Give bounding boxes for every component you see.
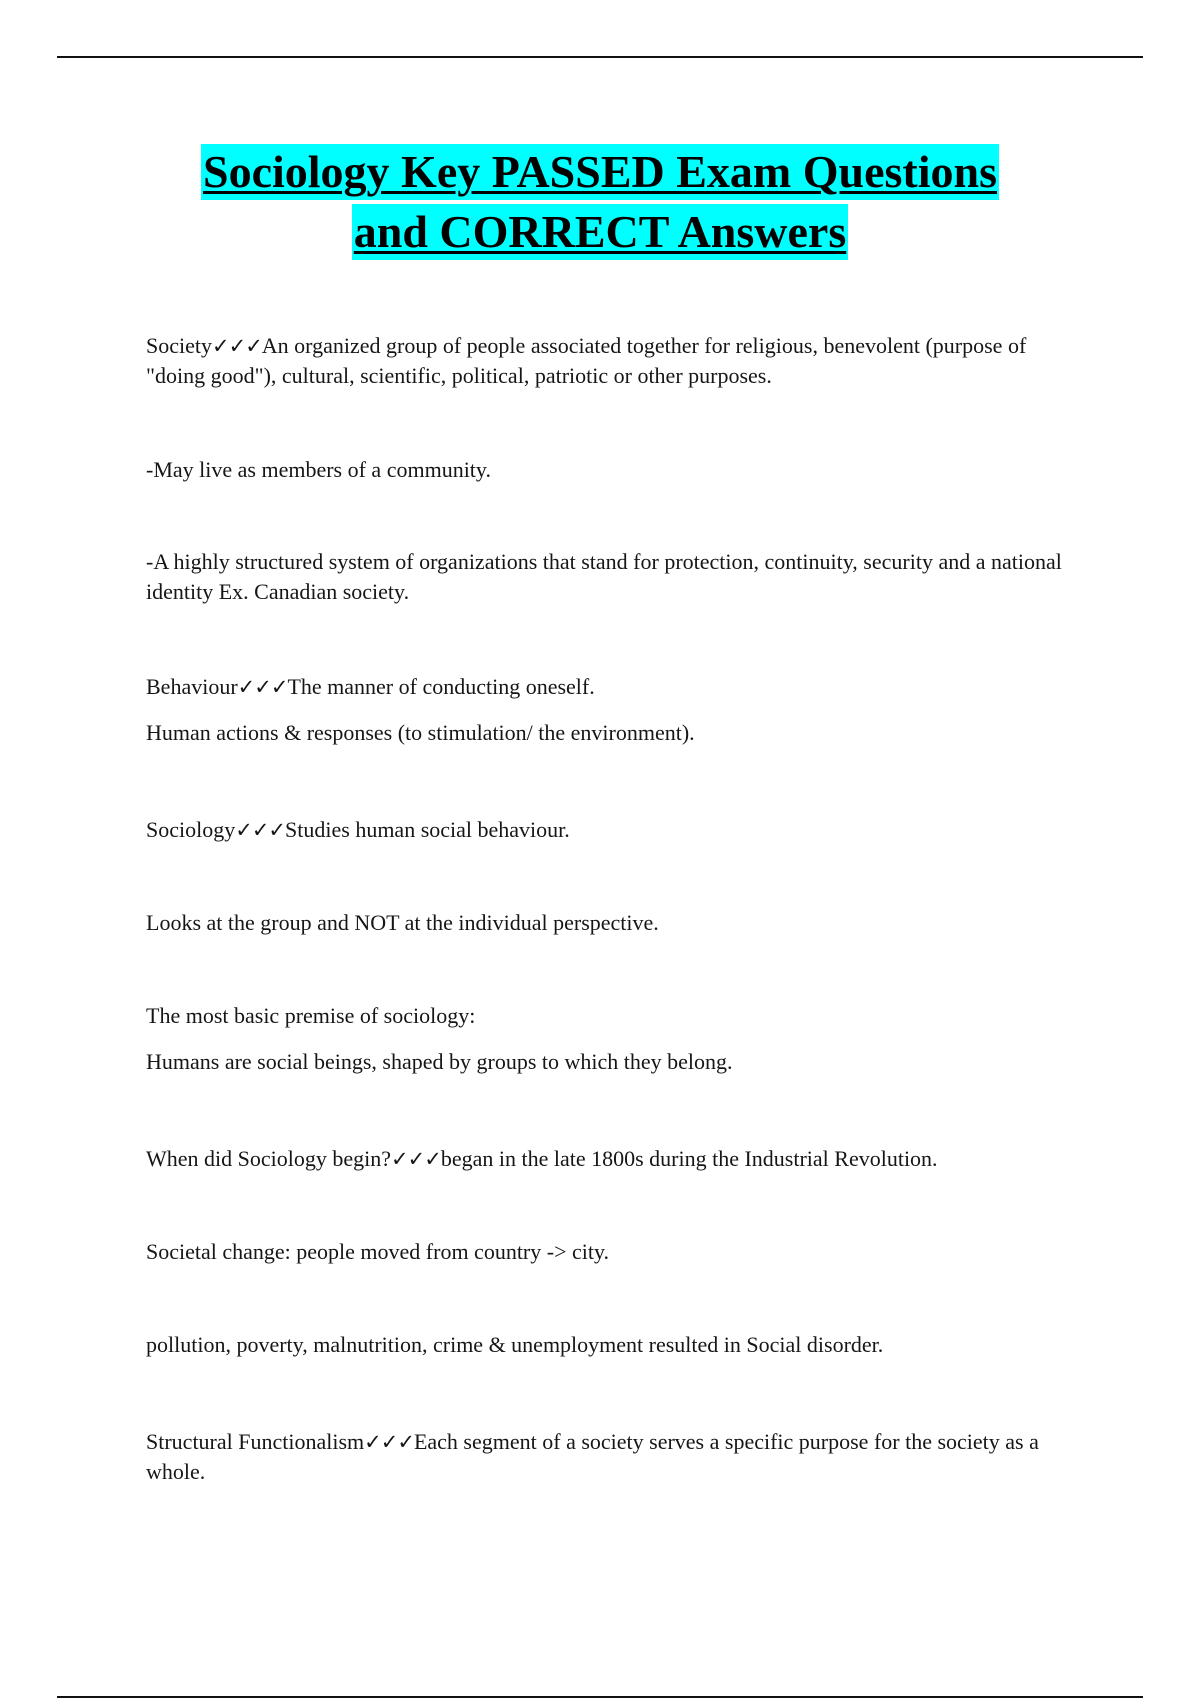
definition-begin: began in the late 1800s during the Industrial Revolution. [440,1146,938,1171]
qa-society [146,331,1066,391]
definition-society: An organized group of people associated together for religious, benevolent (purpose of "doing good"), cultural, scientific, political, patriotic or other purposes. [146,333,1027,388]
checkmark-icon: ✓✓✓ [235,818,286,842]
term-structural-functionalism: Structural Functionalism [146,1429,365,1454]
term-begin: When did Sociology begin? [146,1146,392,1171]
behaviour-note: Human actions & responses (to stimulation/ the environment). [146,720,695,745]
title-line-1: Sociology Key PASSED Exam Questions [201,144,999,200]
sociology-note-humans: Humans are social beings, shaped by groups to which they belong. [146,1049,733,1074]
title-line-2: and CORRECT Answers [352,204,848,260]
definition-structural-functionalism: Each segment of a society serves a specific purpose for the society as a whole. [146,1429,1039,1484]
qa-begin [146,1144,1066,1174]
qa-structural-functionalism [146,1427,1066,1487]
checkmark-icon: ✓✓✓ [364,1430,414,1454]
definition-sociology: Studies human social behaviour. [285,817,570,842]
term-sociology: Sociology [146,817,236,842]
society-note-structured: -A highly structured system of organizations that stand for protection, continuity, security and a national identity Ex. Canadian society. [146,549,1062,604]
term-behaviour: Behaviour [146,674,238,699]
checkmark-icon: ✓✓✓ [237,675,288,699]
definition-behaviour: The manner of conducting oneself. [287,674,595,699]
bottom-rule [57,1696,1143,1698]
society-note-community: -May live as members of a community. [146,457,491,482]
checkmark-icon: ✓✓✓ [391,1147,441,1171]
begin-note-societal-change: Societal change: people moved from country -> city. [146,1239,610,1264]
document-title [0,144,1200,264]
begin-note-disorder: pollution, poverty, malnutrition, crime & unemployment resulted in Social disorder. [146,1332,884,1357]
top-rule [57,56,1143,58]
qa-sociology [146,815,1066,845]
sociology-note-premise: The most basic premise of sociology: [146,1003,476,1028]
qa-behaviour [146,672,1066,702]
checkmark-icon: ✓✓✓ [212,334,262,358]
sociology-note-group: Looks at the group and NOT at the individual perspective. [146,910,659,935]
term-society: Society [146,333,212,358]
